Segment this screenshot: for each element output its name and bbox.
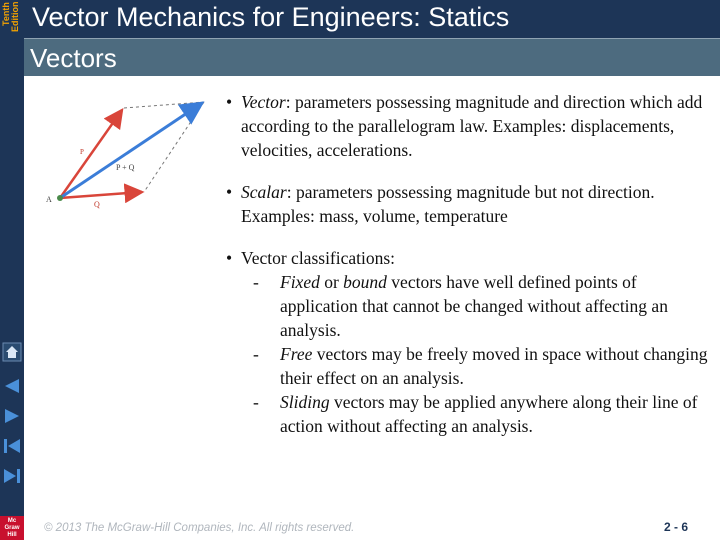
sub-sliding-text: vectors may be applied anywhere along their line of action without affecting an analysis. xyxy=(280,392,698,436)
next-icon[interactable] xyxy=(2,406,22,426)
page-number: 2 - 6 xyxy=(664,520,689,534)
section-bar xyxy=(24,38,720,76)
home-icon[interactable] xyxy=(2,342,22,362)
sub-item-free xyxy=(253,342,716,390)
dash: - xyxy=(253,344,259,364)
dashed-side-top xyxy=(124,102,204,108)
term-scalar: Scalar xyxy=(241,182,287,202)
label-q: Q xyxy=(94,200,100,209)
term-free: Free xyxy=(280,344,313,364)
bullet-vector-text: : parameters possessing magnitude and direction which add according to the parallelogram law. Examples: displacements, velocities, accelerations. xyxy=(241,92,703,160)
classifications-heading: • Vector classifications: xyxy=(241,248,396,268)
term-sliding: Sliding xyxy=(280,392,330,412)
logo-text: Mc Graw Hill xyxy=(4,518,20,538)
bullet-scalar xyxy=(226,180,716,228)
label-p: P xyxy=(80,148,84,156)
term-vector: Vector xyxy=(241,92,286,112)
sub-item-sliding xyxy=(253,390,716,438)
bullet-vector xyxy=(226,90,716,162)
title-bar xyxy=(24,0,720,38)
sub-fixed-mid: or xyxy=(319,272,344,292)
term-fixed: Fixed xyxy=(280,272,320,292)
copyright-notice: © 2013 The McGraw-Hill Companies, Inc. All rights reserved. xyxy=(44,522,355,534)
previous-icon[interactable] xyxy=(2,376,22,396)
edition-label: Tenth Edition xyxy=(1,2,20,33)
bullet-scalar-text: : parameters possessing magnitude but not direction. Examples: mass, volume, temperature xyxy=(241,182,655,226)
last-icon[interactable] xyxy=(2,466,22,486)
page-title: Vector Mechanics for Engineers: Statics xyxy=(32,2,510,32)
sub-item-fixed xyxy=(253,270,716,342)
dash: - xyxy=(253,272,259,292)
bullet-classifications xyxy=(226,246,716,438)
vector-p xyxy=(60,110,122,198)
term-bound: bound xyxy=(343,272,387,292)
left-sidebar xyxy=(0,0,24,540)
dash: - xyxy=(253,392,259,412)
origin-point xyxy=(57,195,63,201)
sub-free-text: vectors may be freely moved in space without changing their effect on an analysis. xyxy=(280,344,708,388)
bullet-list xyxy=(226,90,716,456)
parallelogram-diagram xyxy=(40,88,215,218)
label-a: A xyxy=(46,195,52,204)
label-p-plus-q: P + Q xyxy=(116,163,135,172)
mcgraw-hill-logo xyxy=(0,516,24,540)
section-title: Vectors xyxy=(30,43,117,73)
sub-fixed-text: vectors have well defined points of application that cannot be changed without affecting an analysis. xyxy=(280,272,668,340)
dashed-side-right xyxy=(144,102,204,192)
first-icon[interactable] xyxy=(2,436,22,456)
vector-q xyxy=(60,192,142,198)
